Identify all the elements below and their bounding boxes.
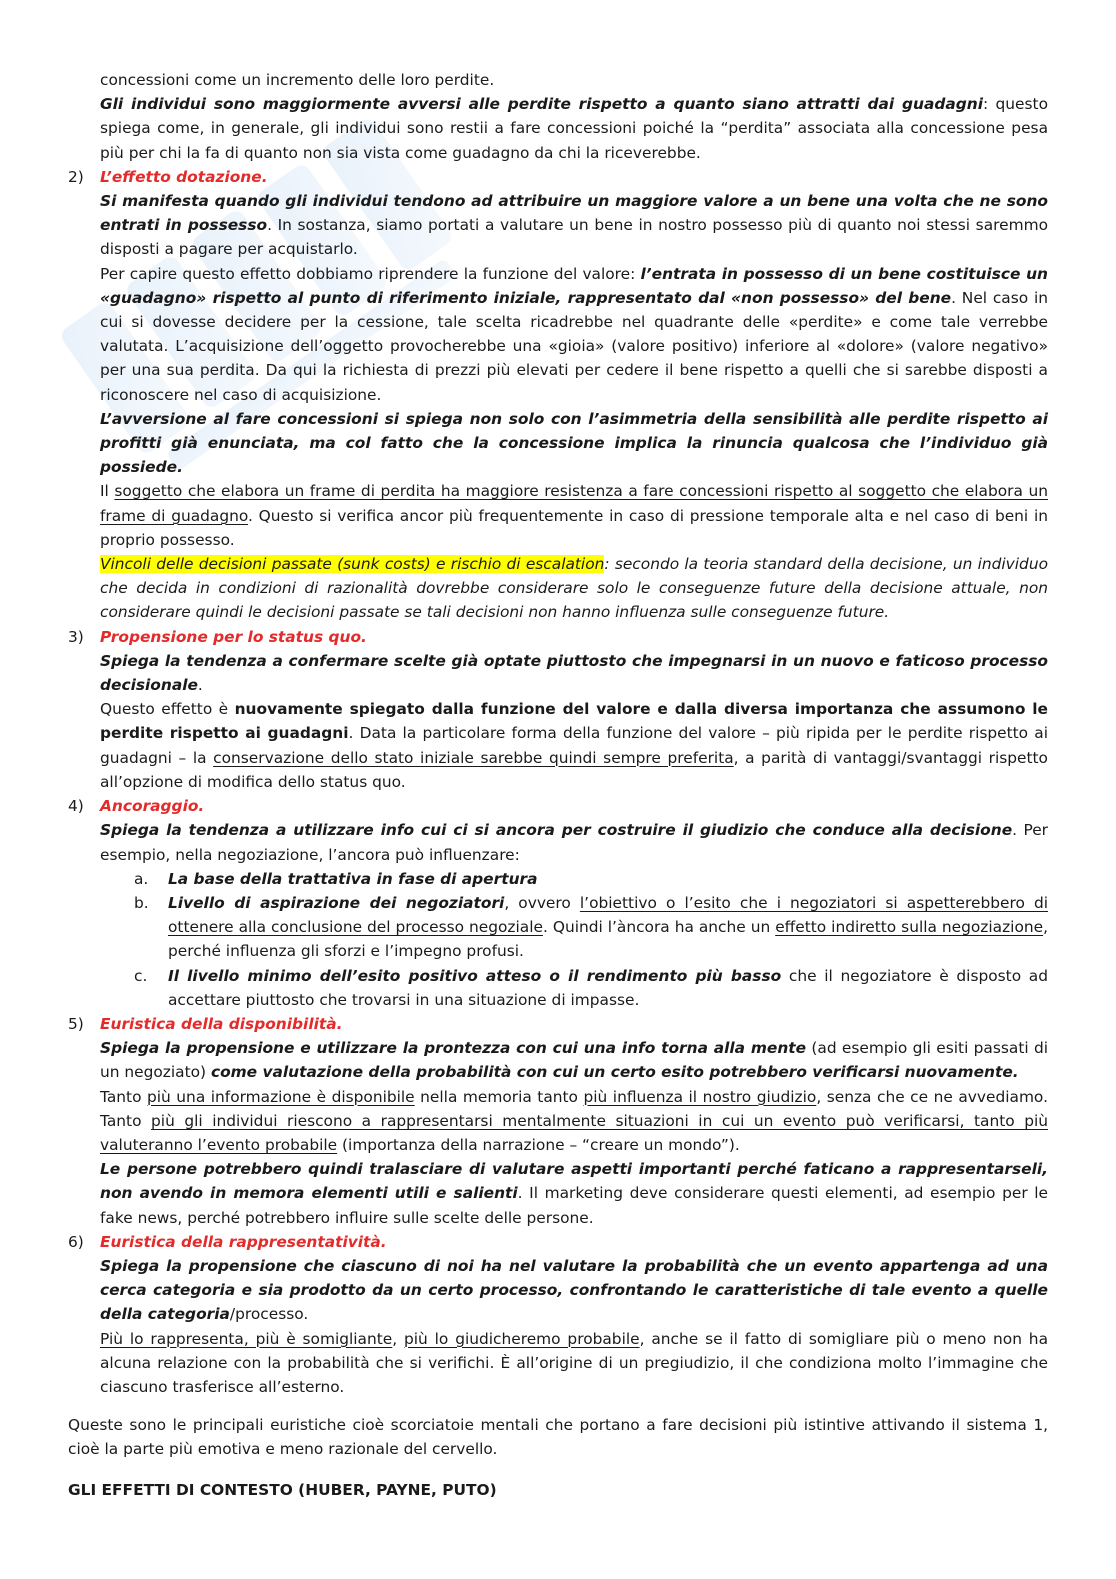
paragraph — [100, 649, 1048, 697]
emphasis-text: Spiega la tendenza a utilizzare info cui ci si ancora per costruire il giudizio che conduce alla decisione — [100, 821, 1013, 840]
section-title: Euristica della disponibilità. — [100, 1014, 343, 1033]
paragraph — [100, 479, 1048, 552]
section-title: Ancoraggio. — [100, 797, 205, 816]
intro-paragraph — [68, 68, 1048, 165]
body-text: nella memoria tanto — [414, 1087, 584, 1106]
sub-item-letter: c. — [134, 966, 148, 985]
body-text: . Data la particolare forma della funzione del valore – più ripida per le perdite rispetto ai guadagni – la — [100, 724, 1048, 767]
paragraph — [100, 697, 1048, 794]
body-text: , perché influenza gli sforzi e l’impegno profusi. — [168, 918, 1048, 961]
emphasis-text: Il livello minimo dell’esito positivo atteso o il rendimento più basso — [168, 966, 782, 985]
body-text: /processo. — [229, 1305, 309, 1324]
section-number: 6) — [68, 1232, 84, 1251]
underlined-text: conservazione dello stato iniziale sarebbe quindi sempre preferita — [213, 748, 734, 767]
paragraph — [100, 407, 1048, 480]
sub-item-letter: b. — [134, 893, 149, 912]
body-text: . — [197, 676, 203, 695]
body-text: Per capire questo effetto dobbiamo riprendere la funzione del valore: — [100, 264, 641, 283]
emphasis-text: Le persone potrebbero quindi tralasciare di valutare aspetti importanti perché faticano a rappresentarseli, non avendo in memora elementi utili e salienti — [100, 1160, 1048, 1203]
body-text: Tanto — [100, 1087, 147, 1106]
emphasis-text: Si manifesta quando gli individui tendono ad attribuire un maggiore valore a un bene una volta che ne sono entrati in possesso — [100, 192, 1048, 235]
underlined-text: più lo giudicheremo probabile — [404, 1329, 640, 1348]
underlined-text: più una informazione è disponibile — [147, 1087, 415, 1106]
section-status-quo — [68, 625, 1048, 794]
emphasis-text: l’entrata in possesso di un bene costituisce un «guadagno» rispetto al punto di riferimento iniziale, rappresentato dal «non possesso» del bene — [100, 264, 1048, 307]
italic-text: : secondo la teoria standard della decisione, un individuo che decida in condizioni di razionalità dovrebbe considerare solo le conseguenze future della decisione attuale, non considerare quindi le decisioni passate se tali decisioni non hanno influenza sulle conseguenze future. — [100, 555, 1048, 622]
intro-rest: : questo spiega come, in generale, gli individui sono restii a fare concessioni poiché la “perdita” associata alla concessione pesa più per chi la fa di quanto non sia vista come guadagno da chi la riceverebbe. — [100, 95, 1048, 162]
section-ancoraggio — [68, 794, 1048, 867]
sub-item-letter: a. — [134, 869, 149, 888]
paragraph — [100, 1254, 1048, 1327]
section-number: 2) — [68, 167, 84, 186]
body-text: (ad esempio gli esiti passati di un negoziato) — [100, 1039, 1049, 1082]
emphasis-text: come valutazione della probabilità con cui un certo esito potrebbero verificarsi nuovamente. — [210, 1063, 1019, 1082]
intro-emphasis: Gli individui sono maggiormente avversi alle perdite rispetto a quanto siano attratti dai guadagni — [100, 95, 984, 114]
paragraph — [100, 189, 1048, 262]
section-title: Euristica della rappresentatività. — [100, 1232, 387, 1251]
body-text: , ovvero — [504, 893, 580, 912]
highlighted-text: Vincoli delle decisioni passate (sunk costs) e rischio di escalation — [100, 555, 605, 574]
bold-text: nuovamente spiegato dalla funzione del valore e dalla diversa importanza che assumono le perdite rispetto ai guadagni — [100, 700, 1048, 743]
section-number: 4) — [68, 797, 84, 816]
paragraph — [100, 1085, 1048, 1158]
intro-line: concessioni come un incremento delle loro perdite. — [100, 71, 495, 89]
emphasis-text: Spiega la tendenza a confermare scelte già optate piuttosto che impegnarsi in un nuovo e faticoso processo decisionale — [100, 651, 1048, 695]
section-effetto-dotazione — [68, 165, 1048, 625]
body-text: . Per esempio, nella negoziazione, l’ancora può influenzare: — [100, 821, 1048, 864]
sub-item-c — [68, 964, 1048, 1012]
paragraph — [100, 1157, 1048, 1230]
section-disponibilita — [68, 1012, 1048, 1230]
paragraph — [100, 1036, 1048, 1084]
body-text: . Quindi l’àncora ha anche un — [542, 918, 776, 937]
sub-item-b — [68, 891, 1048, 964]
body-text: , anche se il fatto di somigliare più o meno non ha alcuna relazione con la probabilità che si verifichi. È all’origine di un pregiudizio, il che condiziona molto l’immagine che ciascuno trasferisce all’esterno. — [100, 1329, 1048, 1396]
body-text: Questo effetto è — [100, 700, 235, 719]
emphasis-text: Livello di aspirazione dei negoziatori — [168, 893, 505, 912]
body-text: . Nel caso in cui si dovesse decidere per la cessione, tale scelta ricadrebbe nel quadrante delle «perdite» e come tale verrebbe valutata. L’acquisizione dell’oggetto provocherebbe una «gioia» (valore positivo) inferiore al «dolore» (valore negativo» per una sua perdita. Da qui la richiesta di prezzi più elevati per cedere il bene rispetto a quelli che si sarebbe disposti a riconoscere nel caso di acquisizione. — [100, 288, 1048, 404]
emphasis-text: Spiega la propensione che ciascuno di noi ha nel valutare la probabilità che un evento appartenga ad una cerca categoria e sia prodotto da un certo processo, confrontando le caratteristiche di tale evento a quelle della categoria — [100, 1256, 1048, 1324]
paragraph — [100, 262, 1048, 407]
underlined-text: Più lo rappresenta, più è somigliante — [100, 1329, 393, 1348]
paragraph — [100, 1327, 1048, 1400]
emphasis-text: Spiega la propensione e utilizzare la prontezza con cui una info torna alla mente — [100, 1039, 807, 1058]
conclusion-paragraph: Queste sono le principali euristiche cioè scorciatoie mentali che portano a fare decisioni più istintive attivando il sistema 1, cioè la parte più emotiva e meno razionale del cervello. — [68, 1416, 1048, 1459]
section-number: 3) — [68, 627, 84, 646]
body-text: (importanza della narrazione – “creare un mondo”). — [337, 1135, 740, 1154]
body-text: . In sostanza, siamo portati a valutare un bene in nostro possesso più di quanto noi stessi saremmo disposti a pagare per acquistarlo. — [100, 216, 1048, 259]
paragraph — [100, 818, 1048, 866]
body-text: . Il marketing deve considerare questi elementi, ad esempio per le fake news, perché potrebbero influire sulle scelte delle persone. — [100, 1184, 1048, 1227]
body-text: . Questo si verifica ancor più frequentemente in caso di pressione temporale alta e nel caso di beni in proprio possesso. — [100, 506, 1048, 549]
sub-item-a — [68, 867, 1048, 891]
body-text: che il negoziatore è disposto ad accettare piuttosto che trovarsi in una situazione di impasse. — [168, 966, 1048, 1009]
document-page — [68, 68, 1048, 1502]
underlined-text: più gli individui riescono a rappresentarsi mentalmente situazioni in cui un evento può verificarsi, tanto più valuteranno l’evento probabile — [100, 1111, 1049, 1154]
section-heading: GLI EFFETTI DI CONTESTO (HUBER, PAYNE, PUTO) — [68, 1480, 497, 1499]
section-title: L’effetto dotazione. — [100, 167, 268, 186]
section-title: Propensione per lo status quo. — [100, 627, 367, 646]
body-text: , a parità di vantaggi/svantaggi rispetto all’opzione di modifica dello status quo. — [100, 748, 1048, 791]
section-rappresentativita — [68, 1230, 1048, 1399]
underlined-text: più influenza il nostro giudizio — [583, 1087, 817, 1106]
section-number: 5) — [68, 1014, 84, 1033]
underlined-text: effetto indiretto sulla negoziazione — [775, 918, 1044, 937]
underlined-text: l’obiettivo o l’esito che i negoziatori si aspetterebbero di ottenere alla conclusione del processo negoziale — [168, 893, 1048, 937]
emphasis-text: La base della trattativa in fase di apertura — [168, 869, 538, 888]
body-text: , — [392, 1329, 404, 1348]
emphasis-text: L’avversione al fare concessioni si spiega non solo con l’asimmetria della sensibilità alle perdite rispetto ai profitti già enunciata, ma col fatto che la concessione implica la rinuncia qualcosa che l’individuo già possiede. — [100, 409, 1048, 477]
body-text: Il — [100, 482, 115, 501]
underlined-text: soggetto che elabora un frame di perdita ha maggiore resistenza a fare concessioni rispetto al soggetto che elabora un frame di guadagno — [100, 482, 1048, 525]
paragraph — [100, 552, 1048, 625]
body-text: , senza che ce ne avvediamo. Tanto — [100, 1087, 1048, 1130]
